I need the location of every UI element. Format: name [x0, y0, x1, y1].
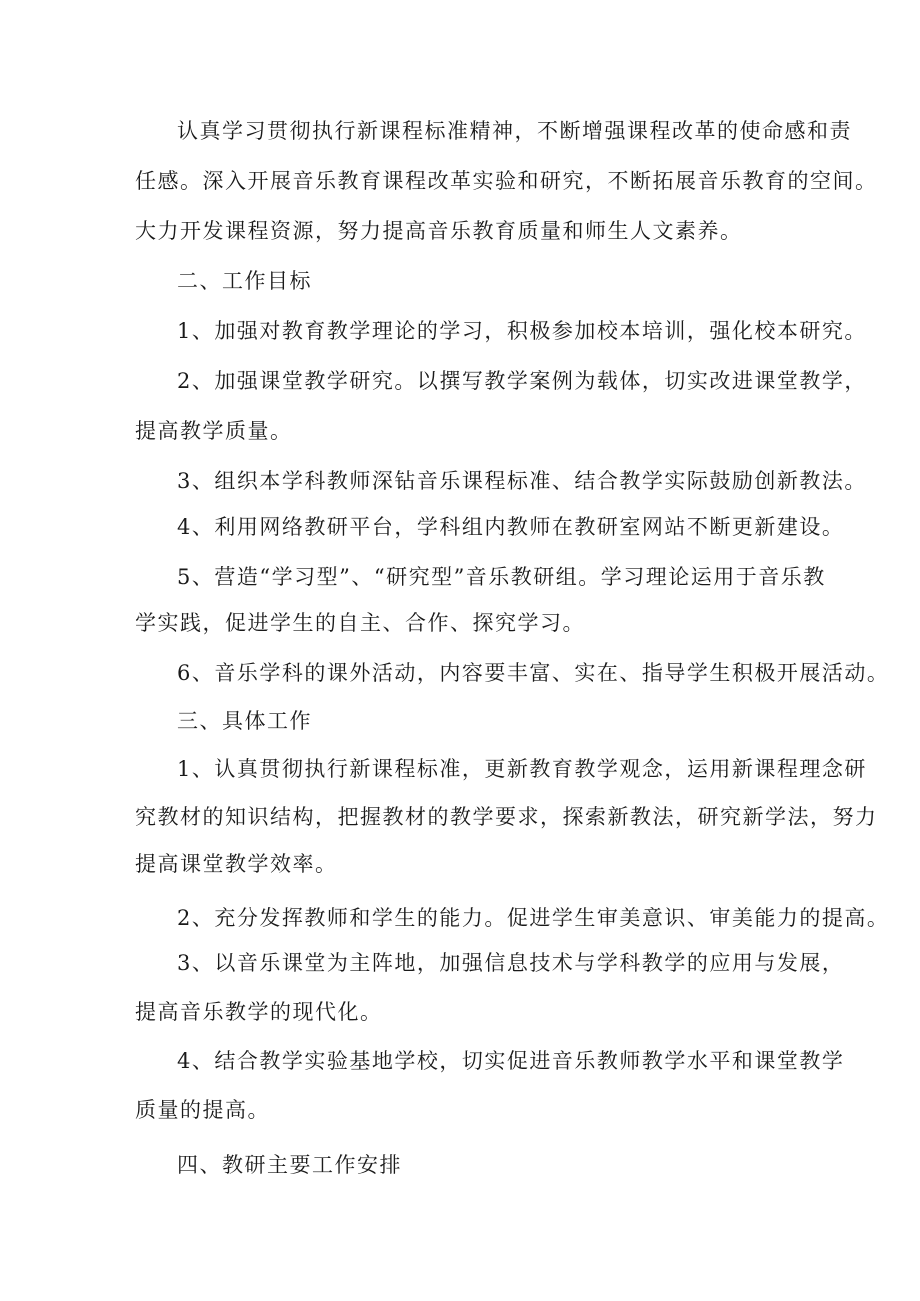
goal-3-line-1: 3、组织本学科教师深钻音乐课程标准、结合教学实际鼓励创新教法。	[177, 469, 867, 493]
section-heading-work: 三、具体工作	[177, 709, 312, 733]
work-3-line-1: 3、以音乐课堂为主阵地，加强信息技术与学科教学的应用与发展，	[177, 951, 845, 975]
goal-1-line-1: 1、加强对教育教学理论的学习，积极参加校本培训，强化校本研究。	[177, 319, 867, 343]
work-1-line-2: 究教材的知识结构，把握教材的教学要求，探索新教法，研究新学法，努力	[135, 805, 878, 829]
work-1-line-3: 提高课堂教学效率。	[135, 852, 338, 876]
goal-6-line-1: 6、音乐学科的课外活动，内容要丰富、实在、指导学生积极开展活动。	[177, 661, 890, 685]
work-2-line-1: 2、充分发挥教师和学生的能力。促进学生审美意识、审美能力的提高。	[177, 906, 890, 930]
goal-2-line-1: 2、加强课堂教学研究。以撰写教学案例为载体，切实改进课堂教学，	[177, 369, 867, 393]
section-heading-schedule: 四、教研主要工作安排	[177, 1153, 402, 1177]
intro-line-1: 认真学习贯彻执行新课程标准精神，不断增强课程改革的使命感和责	[177, 119, 852, 143]
goal-4-line-1: 4、利用网络教研平台，学科组内教师在教研室网站不断更新建设。	[177, 515, 845, 539]
section-heading-goals: 二、工作目标	[177, 269, 312, 293]
work-1-line-1: 1、认真贯彻执行新课程标准，更新教育教学观念，运用新课程理念研	[177, 757, 867, 781]
intro-line-2: 任感。深入开展音乐教育课程改革实验和研究，不断拓展音乐教育的空间。	[135, 169, 878, 193]
intro-line-3: 大力开发课程资源，努力提高音乐教育质量和师生人文素养。	[135, 219, 743, 243]
goal-2-line-2: 提高教学质量。	[135, 419, 293, 443]
work-4-line-1: 4、结合教学实验基地学校，切实促进音乐教师教学水平和课堂教学	[177, 1049, 845, 1073]
goal-5-line-2: 学实践，促进学生的自主、合作、探究学习。	[135, 611, 585, 635]
work-3-line-2: 提高音乐教学的现代化。	[135, 1000, 383, 1024]
goal-5-line-1: 5、营造“学习型”、“研究型”音乐教研组。学习理论运用于音乐教	[177, 565, 826, 589]
work-4-line-2: 质量的提高。	[135, 1098, 270, 1122]
